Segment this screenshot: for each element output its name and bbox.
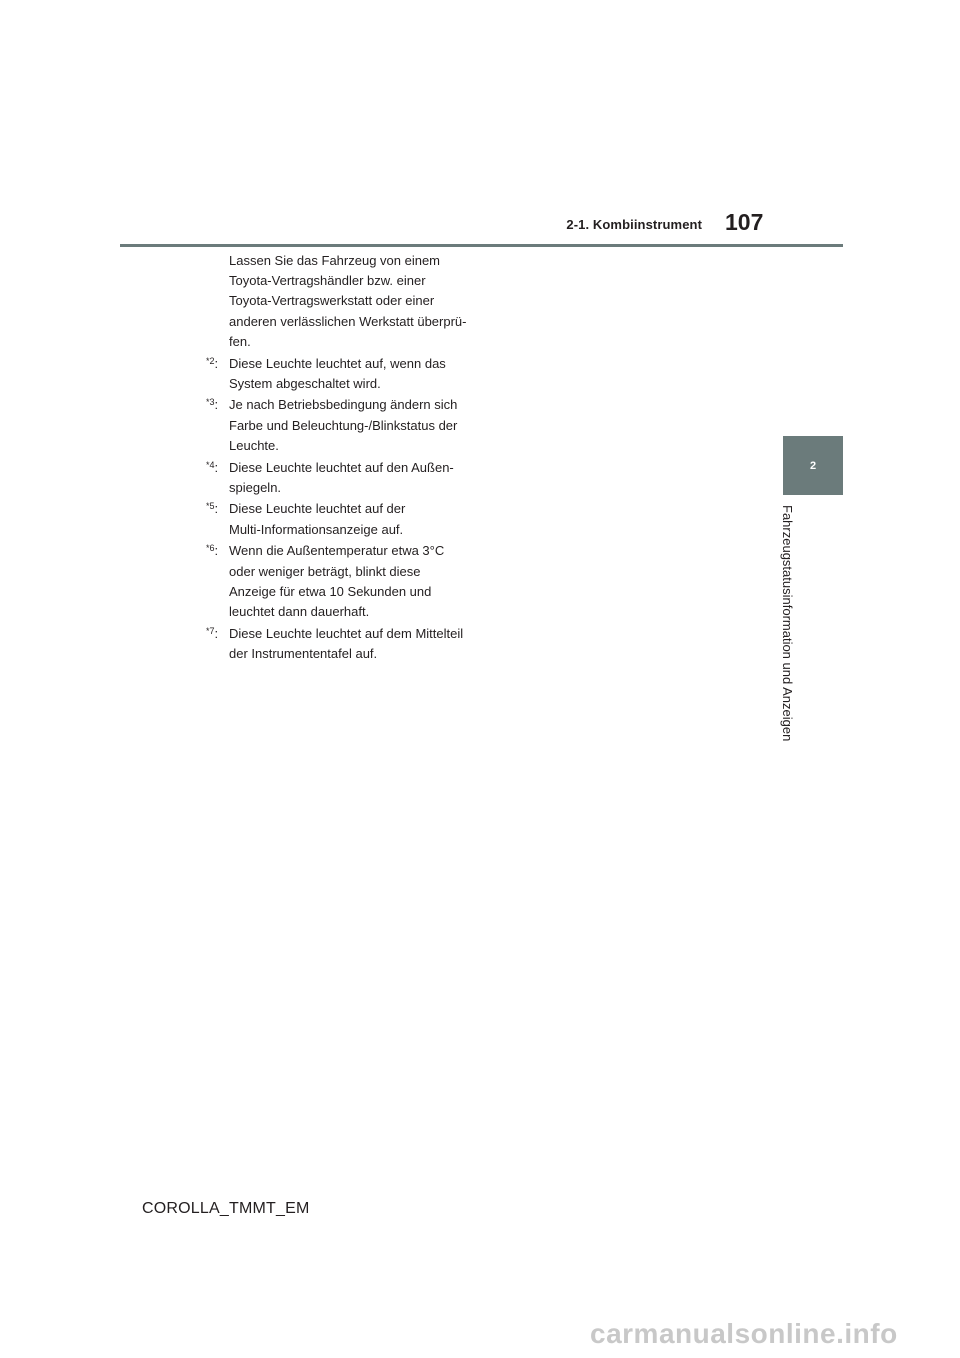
text-line: Farbe und Beleuchtung-/Blinkstatus der [229,417,458,433]
header-divider [120,244,843,247]
footnote-6 [206,541,471,622]
footnote-mark: $^{*7}$: [206,625,219,641]
text-line: Diese Leuchte leuchtet auf dem Mittelteil [229,625,464,641]
footnote-content [206,251,471,664]
text-line: der Instrumententafel auf. [229,645,378,661]
text-line: Wenn die Außentemperatur etwa 3°C [229,543,445,559]
text-line: Diese Leuchte leuchtet auf den Außen- [229,459,454,475]
footnote-7 [206,624,471,664]
footnote-mark: $^{*4}$: [206,459,219,475]
footnote-mark: $^{*6}$: [206,543,219,559]
footnote-mark: $^{*5}$: [206,501,219,517]
footnote-mark: $^{*2}$: [206,355,219,371]
chapter-title: Fahrzeugstatusinformation und Anzeigen [780,505,795,742]
text-line: Toyota-Vertragshändler bzw. einer [229,273,426,289]
model-code: COROLLA_TMMT_EM [142,1200,310,1217]
chapter-number: 2 [809,459,817,472]
text-line: Anzeige für etwa 10 Sekunden und [229,583,432,599]
section-title: 2-1. Kombiinstrument [566,217,702,232]
footnote-4 [206,458,471,498]
chapter-tab[interactable] [783,436,843,495]
footnote-2 [206,354,471,394]
footnote-3 [206,395,471,456]
text-line: Leuchte. [229,437,279,453]
text-line: leuchtet dann dauerhaft. [229,603,370,619]
footnote-5 [206,499,471,539]
text-line: Diese Leuchte leuchtet auf der [229,501,406,517]
text-line: Je nach Betriebsbedingung ändern sich [229,397,458,413]
text-line: Lassen Sie das Fahrzeug von einem [229,253,441,268]
text-line: Diese Leuchte leuchtet auf, wenn das [229,355,446,371]
text-line: fen. [229,333,251,349]
text-line: Multi-Informationsanzeige auf. [229,521,404,537]
text-line: Toyota-Vertragswerkstatt oder einer [229,293,435,309]
text-line: oder weniger beträgt, blinkt diese [229,563,421,579]
text-line: anderen verlässlichen Werkstatt überprü- [229,313,467,329]
text-line: System abgeschaltet wird. [229,375,381,391]
intro-paragraph [229,251,471,352]
watermark: carmanualsonline.info [590,1318,898,1349]
text-line: spiegeln. [229,479,282,495]
page-number: 107 [725,209,764,235]
footnote-mark: $^{*3}$: [206,397,219,413]
